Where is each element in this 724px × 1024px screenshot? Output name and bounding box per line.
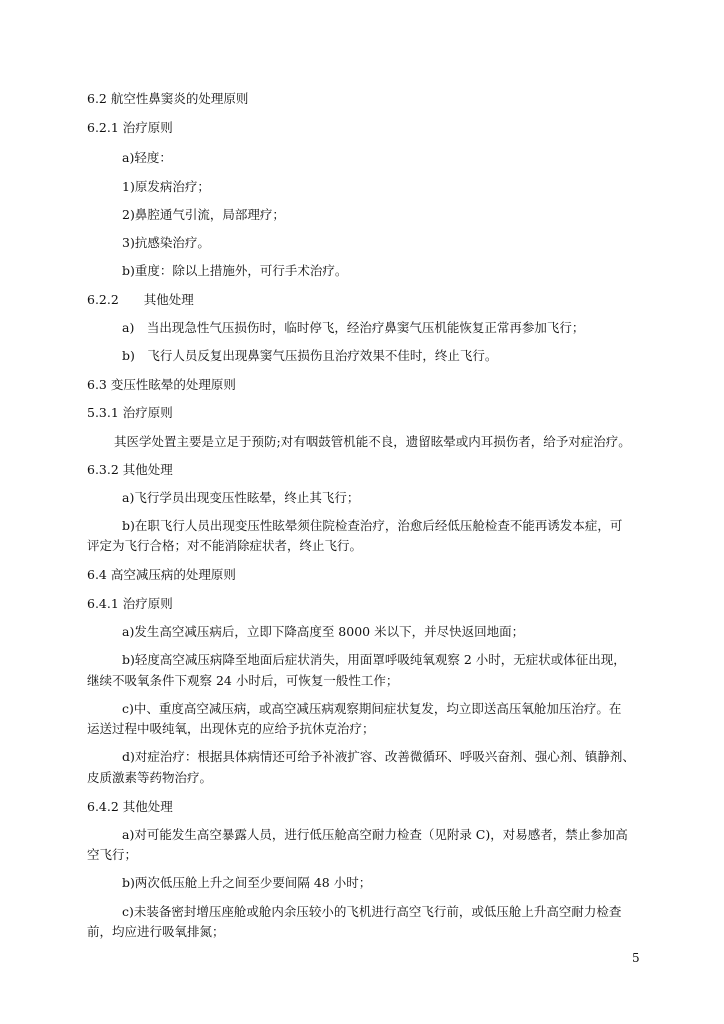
heading-6-4: 6.4 高空减压病的处理原则 bbox=[87, 567, 236, 582]
item-6-4-1-c-cont: 运送过程中吸纯氧，出现休克的应给予抗休克治疗； bbox=[87, 721, 375, 736]
item-6-3-2-a: a)飞行学员出现变压性眩晕，终止其飞行； bbox=[122, 490, 360, 505]
item-6-3-2-b: b)在职飞行人员出现变压性眩晕须住院检查治疗，治愈后经低压舱检查不能再诱发本症，可 bbox=[122, 518, 623, 533]
item-6-4-2-b: b)两次低压舱上升之间至少要间隔 48 小时； bbox=[122, 875, 372, 890]
heading-5-3-1: 5.3.1 治疗原则 bbox=[87, 405, 173, 420]
item-6-2-2-a: a) 当出现急性气压损伤时，临时停飞，经治疗鼻窦气压机能恢复正常再参加飞行； bbox=[122, 320, 585, 335]
item-mild-2: 2)鼻腔通气引流，局部理疗； bbox=[122, 207, 285, 222]
item-severe: b)重度：除以上措施外，可行手术治疗。 bbox=[122, 263, 348, 278]
heading-6-2-1: 6.2.1 治疗原则 bbox=[87, 120, 173, 135]
item-mild-3: 3)抗感染治疗。 bbox=[122, 235, 210, 250]
heading-6-3-2: 6.3.2 其他处理 bbox=[87, 462, 173, 477]
heading-6-4-2: 6.4.2 其他处理 bbox=[87, 799, 173, 814]
page-number: 5 bbox=[632, 951, 640, 965]
heading-6-3: 6.3 变压性眩晕的处理原则 bbox=[87, 377, 236, 392]
item-mild-1: 1)原发病治疗； bbox=[122, 179, 210, 194]
item-6-4-2-c-cont: 前，均应进行吸氧排氮； bbox=[87, 924, 225, 939]
item-6-4-1-d: d)对症治疗：根据具体病情还可给予补液扩容、改善微循环、呼吸兴奋剂、强心剂、镇静剂、 bbox=[122, 749, 635, 764]
paragraph-6-3-1: 其医学处置主要是立足于预防;对有咽鼓管机能不良，遗留眩晕或内耳损伤者，给予对症治疗。 bbox=[114, 434, 631, 449]
item-6-3-2-b-cont: 评定为飞行合格；对不能消除症状者，终止飞行。 bbox=[87, 538, 363, 553]
item-6-4-2-c: c)未装备密封增压座舱或舱内余压较小的飞机进行高空飞行前，或低压舱上升高空耐力检查 bbox=[122, 904, 622, 919]
item-6-4-1-c: c)中、重度高空减压病，或高空减压病观察期间症状复发，均立即送高压氧舱加压治疗。在 bbox=[122, 701, 622, 716]
item-6-4-1-d-cont: 皮质激素等药物治疗。 bbox=[87, 770, 213, 785]
item-mild: a)轻度： bbox=[122, 150, 172, 165]
item-6-4-1-b-cont: 继续不吸氧条件下观察 24 小时后，可恢复一般性工作； bbox=[87, 673, 399, 688]
heading-6-4-1: 6.4.1 治疗原则 bbox=[87, 596, 173, 611]
item-6-4-2-a-cont: 空飞行； bbox=[87, 847, 138, 862]
item-6-2-2-b: b) 飞行人员反复出现鼻窦气压损伤且治疗效果不佳时，终止飞行。 bbox=[122, 348, 498, 363]
item-6-4-2-a: a)对可能发生高空暴露人员，进行低压舱高空耐力检查（见附录 C)，对易感者，禁止参加高 bbox=[122, 827, 628, 842]
heading-6-2: 6.2 航空性鼻窦炎的处理原则 bbox=[87, 91, 249, 106]
item-6-4-1-b: b)轻度高空减压病降至地面后症状消失，用面罩呼吸纯氧观察 2 小时，无症状或体征出现， bbox=[122, 652, 626, 667]
heading-6-2-2: 6.2.2 其他处理 bbox=[87, 292, 194, 307]
item-6-4-1-a: a)发生高空减压病后，立即下降高度至 8000 米以下，并尽快返回地面； bbox=[122, 624, 525, 639]
